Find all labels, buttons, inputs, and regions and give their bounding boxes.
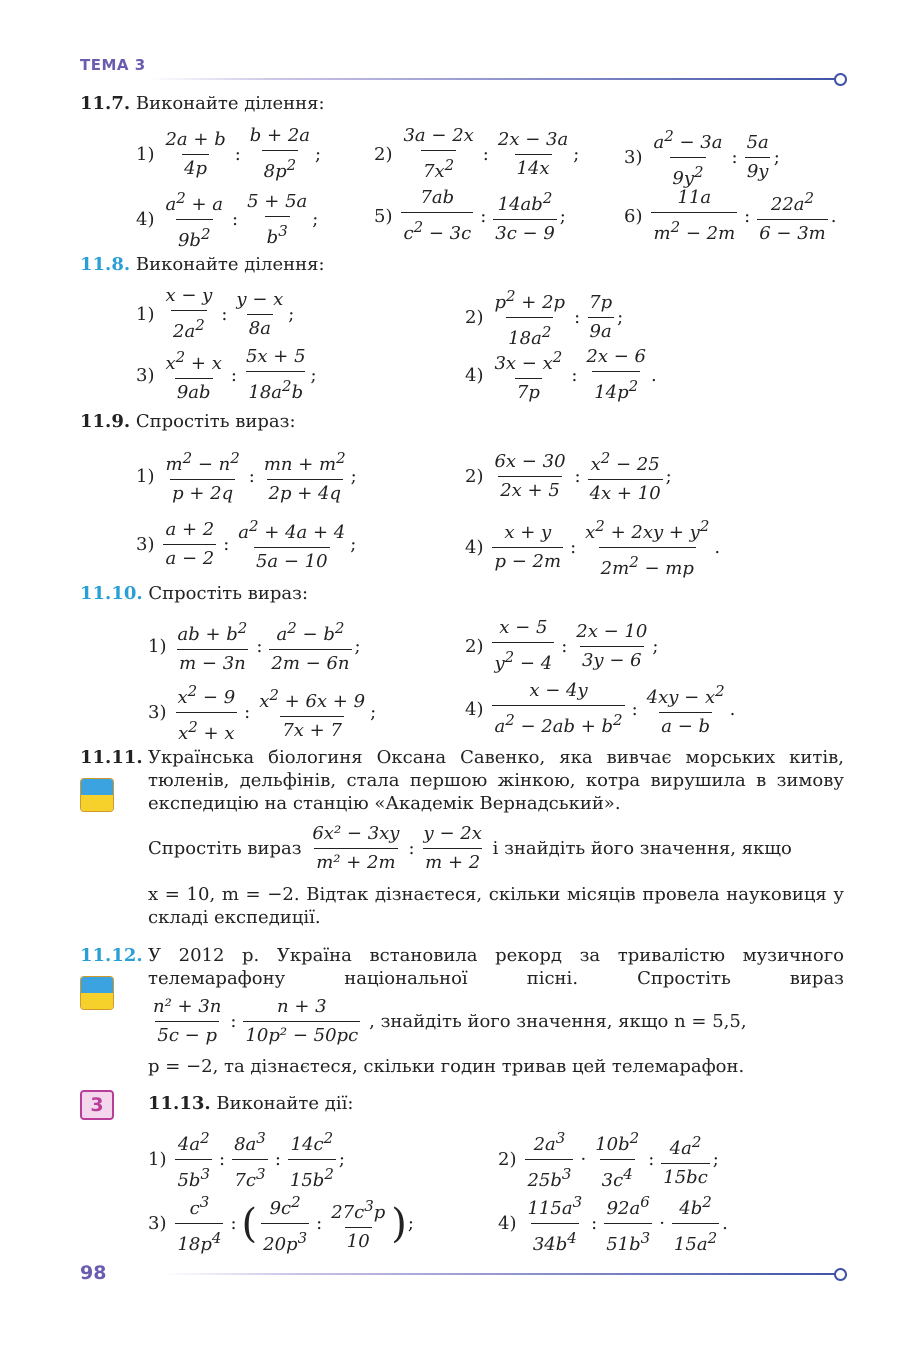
task-11-10-heading <box>80 582 308 606</box>
task-11-12-expression: $\frac{\text{n² + 3n}}{5c - p}$ : $\frac{n + 3}{\text{10p² − 50pc}}$ , знайдіть його значення, якщо n = 5,5, <box>153 996 747 1046</box>
fraction: $\frac{a^2 - b^2}{2m - 6n}$ <box>271 619 350 674</box>
fraction: $\frac{4a^2}{15bc}$ <box>663 1132 708 1188</box>
fraction: $\frac{2x - 3a}{14x}$ <box>497 128 569 179</box>
task-number: 11.9. <box>80 411 131 432</box>
item-label: 4) <box>136 209 155 230</box>
fraction: $\frac{11a}{m^2 - 2m}$ <box>653 187 736 244</box>
task-11-12-text-end: p = −2, та дізнаєтеся, скільки годин тривав цей телемарафон. <box>148 1056 745 1077</box>
task-11-13-item-2: 2) $\frac{2a^3}{25b^3}$ · $\frac{10b^2}{3c^4}$ : $\frac{4a^2}{15bc}$ ; <box>498 1126 719 1193</box>
fraction: $\frac{5x + 5}{18a^2b}$ <box>245 346 306 403</box>
fraction: $\frac{14c^2}{15b^2}$ <box>289 1129 334 1191</box>
footer-rule <box>165 1273 836 1275</box>
task-11-13-item-3: 3) $\frac{c^3}{18p^4}$ : ( $\frac{9c^2}{20p^3}$ : $\frac{27c^3p}{10}$ ) ; <box>148 1190 414 1257</box>
fraction: $\frac{y - x}{8a}$ <box>236 288 284 339</box>
task-number: 11.11. <box>80 747 143 768</box>
task-number: 11.8. <box>80 254 131 275</box>
expression-suffix: і знайдіть його значення, якщо <box>492 838 792 859</box>
fraction: $\frac{a^2 + 4a + 4}{5a - 10}$ <box>238 517 346 572</box>
item-label: 1) <box>136 465 155 487</box>
fraction: $\frac{c^3}{18p^4}$ <box>177 1193 222 1255</box>
fraction: $\frac{10b^2}{3c^4}$ <box>595 1129 640 1191</box>
task-11-7-item-4: 4) $\frac{a^2 + a}{9b^2}$ : $\frac{5 + 5a}{b^3}$ ; <box>136 186 318 253</box>
task-11-7-item-1: 1) $\frac{2a + b}{4p}$ : $\frac{b + 2a}{8p^2}$ ; <box>136 125 322 182</box>
item-label: 3) <box>136 533 155 555</box>
fraction: $\frac{6x - 30}{2x + 5}$ <box>494 450 566 501</box>
task-11-9-item-2: 2) $\frac{6x - 30}{2x + 5}$ : $\frac{x^2 - 25}{4x + 10}$ ; <box>465 446 672 506</box>
fraction: $\frac{x^2 - 25}{4x + 10}$ <box>589 449 661 504</box>
fraction: $\frac{m^2 - n^2}{p + 2q}$ <box>165 449 240 504</box>
task-11-7-item-5: 5) $\frac{7ab}{c^2 - 3c}$ : $\frac{14ab^2}{3c - 9}$ ; <box>374 187 566 244</box>
fraction: $\frac{y - 2x}{m + 2}$ <box>423 823 482 873</box>
task-11-11-text: Українська біологиня Оксана Савенко, яка вивчає морських китів, тюленів, дельфінів, стала першою жінкою, котра вирушила в зимову експедицію на станцію «Академік Вернадський». <box>148 747 844 814</box>
task-11-13-item-1: 1) $\frac{4a^2}{5b^3}$ : $\frac{8a^3}{7c^3}$ : $\frac{14c^2}{15b^2}$ ; <box>148 1126 345 1193</box>
fraction: $\frac{x - y}{2a^2}$ <box>165 285 213 342</box>
item-label: 1) <box>148 635 167 657</box>
fraction: $\frac{mn + m^2}{2p + 4q}$ <box>263 449 346 504</box>
fraction: $\frac{92a^6}{51b^3}$ <box>606 1193 651 1255</box>
fraction: $\frac{2x - 10}{3y - 6}$ <box>576 620 648 671</box>
ukraine-flag-icon <box>80 778 114 812</box>
task-11-9-item-3: 3) $\frac{a + 2}{a - 2}$ : $\frac{a^2 + 4a + 4}{5a - 10}$ ; <box>136 514 356 574</box>
task-title: Виконайте ділення: <box>135 254 325 275</box>
fraction: $\frac{4xy - x^2}{a - b}$ <box>646 682 725 737</box>
task-11-11-expression: Спростіть вираз $\frac{\text{6x² − 3xy}}{\text{m² + 2m}}$ : $\frac{y - 2x}{m + 2}$ і знайдіть його значення, якщо <box>148 823 792 873</box>
item-label: 5) <box>374 205 393 227</box>
task-11-13-item-4: 4) $\frac{115a^3}{34b^4}$ : $\frac{92a^6}{51b^3}$ · $\frac{4b^2}{15a^2}$ . <box>498 1190 728 1257</box>
fraction: $\frac{5a}{9y}$ <box>746 132 769 182</box>
task-11-10-item-4: 4) $\frac{x - 4y}{a^2 - 2ab + b^2}$ : $\frac{4xy - x^2}{a - b}$ . <box>465 680 736 737</box>
expression-suffix: , знайдіть його значення, якщо n = 5,5, <box>369 1011 747 1032</box>
fraction: $\frac{4b^2}{15a^2}$ <box>673 1193 718 1255</box>
task-11-12-text: У 2012 р. Україна встановила рекорд за тривалістю музичного телемарафону національної пісні. Спростіть вираз <box>148 945 844 989</box>
fraction: $\frac{x + y}{p - 2m}$ <box>494 522 562 572</box>
task-11-8-item-4: 4) $\frac{3x - x^2}{7p}$ : $\frac{2x - 6}{14p^2}$ . <box>465 346 657 403</box>
task-11-8-heading <box>80 253 325 277</box>
header-rule <box>148 78 836 80</box>
fraction: $\frac{8a^3}{7c^3}$ <box>234 1129 266 1191</box>
item-label: 6) <box>624 205 643 227</box>
fraction: $\frac{7ab}{c^2 - 3c}$ <box>403 187 472 244</box>
task-11-8-item-3: 3) $\frac{x^2 + x}{9ab}$ : $\frac{5x + 5}{18a^2b}$ ; <box>136 346 317 403</box>
item-label: 1) <box>148 1149 167 1170</box>
task-11-7-item-2: 2) $\frac{3a - 2x}{7x^2}$ : $\frac{2x - 3a}{14x}$ ; <box>374 125 580 182</box>
item-label: 3) <box>148 1213 167 1234</box>
task-11-11-text-end: x = 10, m = −2. Відтак дізнаєтеся, скільки місяців провела науковиця у складі експедиції. <box>148 884 844 928</box>
task-title: Спростіть вираз: <box>148 583 309 604</box>
fraction: $\frac{n + 3}{\text{10p² − 50pc}}$ <box>245 996 359 1046</box>
topic-label: ТЕМА 3 <box>80 56 146 74</box>
task-11-9-item-4: 4) $\frac{x + y}{p - 2m}$ : $\frac{x^2 + 2xy + y^2}{2m^2 - mp}$ . <box>465 514 720 581</box>
item-label: 3) <box>148 702 167 723</box>
difficulty-level-badge: 3 <box>80 1090 114 1120</box>
fraction: $\frac{7p}{9a}$ <box>589 292 613 342</box>
item-label: 2) <box>465 465 484 487</box>
item-label: 3) <box>136 364 155 386</box>
fraction: $\frac{9c^2}{20p^3}$ <box>263 1193 308 1255</box>
task-11-7-item-6: 6) $\frac{11a}{m^2 - 2m}$ : $\frac{22a^2}{6 - 3m}$ . <box>624 187 837 244</box>
expression-prefix: Спростіть вираз <box>148 838 302 859</box>
task-number: 11.10. <box>80 583 143 604</box>
fraction: $\frac{2a + b}{4p}$ <box>165 128 226 179</box>
fraction: $\frac{2a^3}{25b^3}$ <box>527 1129 572 1191</box>
fraction: $\frac{a + 2}{a - 2}$ <box>165 518 215 569</box>
fraction: $\frac{p^2 + 2p}{18a^2}$ <box>494 287 566 349</box>
fraction: $\frac{14ab^2}{3c - 9}$ <box>495 189 555 244</box>
fraction: $\frac{x^2 + x}{9ab}$ <box>165 348 222 403</box>
fraction: $\frac{x^2 + 6x + 9}{7x + 7}$ <box>259 685 366 741</box>
fraction: $\frac{5 + 5a}{b^3}$ <box>247 190 308 248</box>
task-11-9-item-1: 1) $\frac{m^2 - n^2}{p + 2q}$ : $\frac{mn + m^2}{2p + 4q}$ ; <box>136 446 357 506</box>
fraction: $\frac{27c^3p}{10}$ <box>331 1196 386 1252</box>
item-label: 4) <box>465 698 484 720</box>
fraction: $\frac{3x - x^2}{7p}$ <box>494 348 563 403</box>
task-11-12-number <box>80 944 143 968</box>
fraction: $\frac{a^2 + a}{9b^2}$ <box>165 189 224 251</box>
fraction: $\frac{\text{6x² − 3xy}}{\text{m² + 2m}}$ <box>312 823 400 873</box>
header-rule-end-icon <box>834 73 847 86</box>
task-11-11-number <box>80 746 143 770</box>
task-11-9-heading <box>80 410 296 434</box>
item-label: 3) <box>624 147 643 168</box>
fraction: $\frac{3a - 2x}{7x^2}$ <box>403 125 474 182</box>
fraction: $\frac{x - 4y}{a^2 - 2ab + b^2}$ <box>494 680 623 737</box>
fraction: $\frac{\text{n² + 3n}}{5c - p}$ <box>153 996 222 1046</box>
item-label: 4) <box>465 537 484 558</box>
task-number: 11.7. <box>80 93 131 114</box>
footer-rule-end-icon <box>834 1268 847 1281</box>
item-label: 2) <box>374 143 393 165</box>
fraction: $\frac{115a^3}{34b^4}$ <box>527 1193 583 1255</box>
item-label: 2) <box>465 635 484 657</box>
fraction: $\frac{a^2 - 3a}{9y^2}$ <box>653 127 723 189</box>
task-title: Спростіть вираз: <box>135 411 296 432</box>
item-label: 1) <box>136 303 155 325</box>
task-11-10-item-3: 3) $\frac{x^2 - 9}{x^2 + x}$ : $\frac{x^2 + 6x + 9}{7x + 7}$ ; <box>148 679 376 746</box>
item-label: 4) <box>498 1213 517 1234</box>
task-11-7-heading <box>80 92 325 116</box>
task-11-10-item-1: 1) $\frac{ab + b^2}{m - 3n}$ : $\frac{a^2 - b^2}{2m - 6n}$ ; <box>148 616 361 676</box>
item-label: 1) <box>136 143 155 165</box>
item-label: 2) <box>498 1149 517 1170</box>
task-number: 11.12. <box>80 945 143 966</box>
fraction: $\frac{b + 2a}{8p^2}$ <box>249 125 311 182</box>
task-11-8-item-2: 2) $\frac{p^2 + 2p}{18a^2}$ : $\frac{7p}{9a}$ ; <box>465 284 623 351</box>
item-label: 2) <box>465 307 484 328</box>
fraction: $\frac{22a^2}{6 - 3m}$ <box>759 189 826 244</box>
ukraine-flag-icon <box>80 976 114 1010</box>
task-title: Виконайте ділення: <box>135 93 325 114</box>
fraction: $\frac{x^2 - 9}{x^2 + x}$ <box>177 682 236 744</box>
task-11-8-item-1: 1) $\frac{x - y}{2a^2}$ : $\frac{y - x}{8a}$ ; <box>136 285 295 342</box>
task-number: 11.13. <box>148 1093 211 1114</box>
task-title: Виконайте дії: <box>216 1093 354 1114</box>
task-11-10-item-2: 2) $\frac{x - 5}{y^2 - 4}$ : $\frac{2x - 10}{3y - 6}$ ; <box>465 617 659 674</box>
fraction: $\frac{ab + b^2}{m - 3n}$ <box>177 619 248 674</box>
task-11-7-item-3: 3) $\frac{a^2 - 3a}{9y^2}$ : $\frac{5a}{9y}$ ; <box>624 124 780 191</box>
page-number: 98 <box>80 1262 107 1284</box>
item-label: 4) <box>465 364 484 386</box>
fraction: $\frac{x^2 + 2xy + y^2}{2m^2 - mp}$ <box>585 517 710 579</box>
task-11-13-heading <box>148 1092 353 1116</box>
fraction: $\frac{x - 5}{y^2 - 4}$ <box>494 617 553 674</box>
fraction: $\frac{2x - 6}{14p^2}$ <box>586 346 646 403</box>
fraction: $\frac{4a^2}{5b^3}$ <box>177 1129 211 1191</box>
